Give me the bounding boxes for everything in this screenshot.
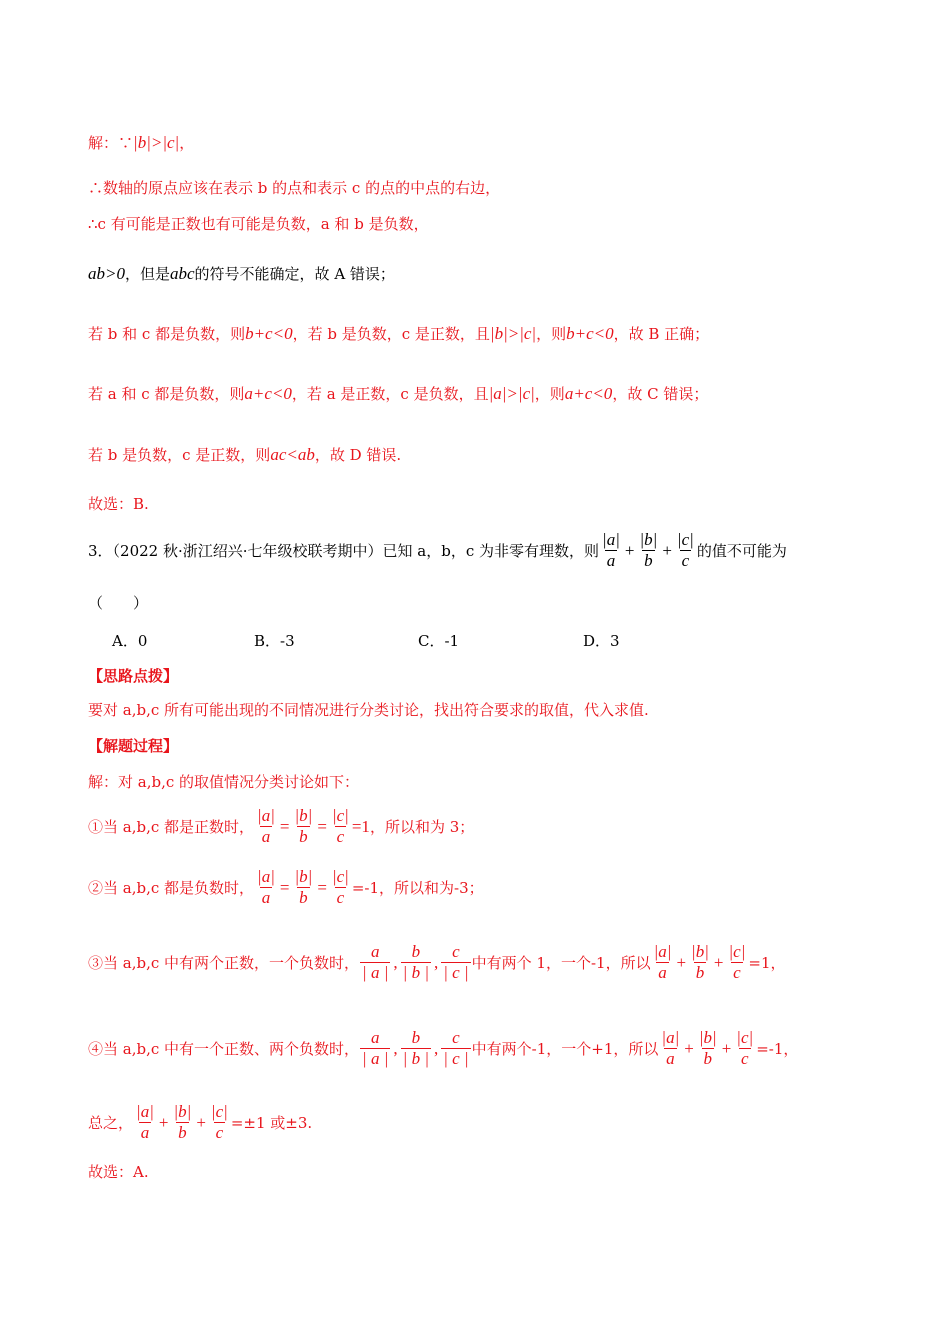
math-expr: ab>0 (88, 264, 125, 283)
denominator: a (261, 888, 271, 907)
text: ∴c 有可能是正数也有可能是负数，a 和 b 是负数， (88, 215, 429, 233)
text: 中有两个 1，一个-1，所以 (471, 953, 651, 972)
math-expr: |a|>|c| (488, 384, 535, 403)
sol1-answer (88, 494, 149, 514)
option-b: B．-3 (254, 632, 295, 650)
text: 的值不可能为 (696, 541, 787, 560)
question3-blank (88, 593, 148, 613)
denominator: a (606, 551, 616, 570)
denominator: c (681, 551, 690, 570)
text: 【思路点拨】 (88, 667, 179, 685)
denominator: b (299, 827, 308, 846)
fraction (209, 1102, 230, 1143)
denominator: | c | (443, 963, 469, 982)
option-d: D．3 (583, 632, 620, 650)
denominator: c (336, 888, 345, 907)
math-expr: a+c<0 (244, 384, 292, 403)
text: 【解题过程】 (88, 737, 179, 755)
sol1-line-1 (88, 133, 194, 153)
plus-sign: + (662, 540, 672, 560)
denominator: | b | (402, 1049, 429, 1068)
denominator: b (695, 963, 705, 982)
fraction (360, 942, 390, 983)
equals-sign: = (279, 816, 290, 836)
fraction (659, 1028, 681, 1069)
denominator: a (261, 827, 271, 846)
denominator: b (299, 888, 308, 907)
denominator: c (740, 1049, 749, 1068)
value: =1 (351, 816, 370, 836)
numerator: |c| (331, 867, 349, 886)
value: =-1 (351, 878, 380, 897)
numerator: |b| (173, 1102, 192, 1121)
numerator: b (411, 1028, 421, 1047)
text: ，但是 (124, 265, 170, 283)
plus-sign: + (676, 952, 687, 972)
fraction (441, 942, 470, 983)
denominator: | c | (443, 1049, 469, 1068)
option-a: A．0 (112, 632, 148, 650)
fraction (292, 867, 314, 908)
text: 故选：B. (88, 495, 149, 513)
fraction (134, 1102, 156, 1143)
comma: , (393, 1038, 398, 1058)
text: 若 b 是负数，c 是正数，则 (88, 446, 271, 464)
numerator: |a| (602, 530, 620, 549)
numerator: a (370, 1028, 380, 1047)
comma: , (393, 952, 398, 972)
denominator: c (336, 827, 345, 846)
numerator: c (452, 1028, 460, 1047)
text: ①当 a,b,c 都是正数时， (88, 817, 255, 836)
fraction (401, 942, 431, 983)
numerator: c (452, 942, 460, 961)
text: 中有两个-1，一个+1，所以 (471, 1039, 659, 1058)
equals-sign: = (279, 877, 290, 897)
sol1-line-7 (88, 445, 401, 465)
hint-text (88, 700, 649, 720)
math-expr: |b|>|c| (489, 324, 537, 343)
fraction (401, 1028, 431, 1069)
sol1-line-4 (88, 264, 395, 284)
case-2 (88, 867, 484, 908)
text: ④当 a,b,c 中有一个正数、两个负数时， (88, 1039, 360, 1058)
fraction (330, 806, 351, 847)
process-title (88, 736, 178, 756)
denominator: a (658, 963, 667, 982)
text: ，故 D 错误. (314, 446, 402, 464)
fraction (255, 867, 277, 908)
plus-sign: + (713, 952, 724, 972)
text: 总之， (88, 1113, 134, 1132)
math-expr: a+c<0 (564, 384, 613, 403)
text: ，所以和为 3； (369, 817, 475, 836)
plus-sign: + (684, 1038, 694, 1058)
text: ，若 a 是正数，c 是负数，且 (291, 385, 489, 403)
comma: , (434, 1038, 439, 1058)
fraction (255, 806, 277, 847)
final-answer (88, 1162, 149, 1182)
fraction (734, 1028, 755, 1069)
case-1 (88, 806, 474, 847)
hint-title (88, 666, 178, 686)
option-c: C．-1 (418, 632, 460, 650)
numerator: |a| (661, 1028, 680, 1047)
fraction (689, 942, 711, 983)
math-expr: abc (170, 264, 195, 283)
text: ，故 C 错误； (612, 385, 709, 403)
text: ②当 a,b,c 都是负数时， (88, 878, 255, 897)
case-3 (88, 942, 786, 983)
text: ， (179, 134, 195, 152)
summary (88, 1102, 312, 1143)
text: 解：对 a,b,c 的取值情况分类讨论如下： (88, 773, 360, 791)
fraction (292, 806, 314, 847)
fraction-abs-a-over-a (600, 530, 622, 571)
denominator: b (703, 1049, 713, 1068)
text: ，则 (536, 325, 567, 343)
process-intro (88, 772, 359, 792)
denominator: | a | (362, 963, 389, 982)
numerator: |a| (257, 867, 275, 886)
text: ，若 b 是负数，c 是正数，且 (292, 325, 490, 343)
case-4 (88, 1028, 798, 1069)
denominator: b (178, 1123, 187, 1142)
plus-sign: + (624, 540, 635, 560)
denominator: a (140, 1123, 150, 1142)
value: =1， (748, 953, 786, 972)
numerator: |c| (210, 1102, 228, 1121)
math-expr: |b|>|c| (133, 133, 180, 152)
math-expr: ac<ab (270, 445, 315, 464)
text: 3．（2022 秋·浙江绍兴·七年级校联考期中）已知 a，b，c 为非零有理数，则 (88, 541, 600, 560)
text: 若 b 和 c 都是负数，则 (88, 325, 246, 343)
text: ，所以和为-3； (379, 878, 484, 897)
comma: , (434, 952, 439, 972)
numerator: |a| (653, 942, 672, 961)
numerator: |c| (728, 942, 746, 961)
value: =-1， (756, 1039, 799, 1058)
question3-stem (88, 530, 787, 571)
fraction (441, 1028, 470, 1069)
text: 若 a 和 c 都是负数，则 (88, 385, 245, 403)
denominator: | a | (362, 1049, 389, 1068)
sol1-line-6 (88, 384, 708, 404)
sol1-line-3 (88, 214, 429, 234)
denominator: c (733, 963, 741, 982)
numerator: a (370, 942, 380, 961)
numerator: |c| (736, 1028, 754, 1047)
sol1-line-5 (88, 324, 709, 344)
text: 故选：A. (88, 1163, 149, 1181)
fraction-abs-b-over-b (637, 530, 659, 571)
numerator: |b| (698, 1028, 717, 1047)
numerator: |b| (294, 806, 313, 825)
equals-sign: = (317, 877, 327, 897)
plus-sign: + (158, 1112, 169, 1132)
numerator: |b| (639, 530, 658, 549)
denominator: a (666, 1049, 675, 1068)
fraction (360, 1028, 390, 1069)
text: 要对 a,b,c 所有可能出现的不同情况进行分类讨论，找出符合要求的取值，代入求值. (88, 701, 649, 719)
numerator: |c| (331, 806, 349, 825)
equals-sign: = (317, 816, 327, 836)
numerator: |b| (691, 942, 709, 961)
fraction (330, 867, 351, 908)
plus-sign: + (196, 1112, 206, 1132)
numerator: |a| (136, 1102, 154, 1121)
plus-sign: + (721, 1038, 732, 1058)
numerator: |b| (294, 867, 313, 886)
denominator: b (644, 551, 653, 570)
fraction-abs-c-over-c (675, 530, 696, 571)
denominator: c (215, 1123, 224, 1142)
text: ，则 (534, 385, 565, 403)
text: ∴数轴的原点应该在表示 b 的点和表示 c 的点的中点的右边， (88, 179, 501, 197)
numerator: |c| (676, 530, 694, 549)
fraction (171, 1102, 193, 1143)
text: ③当 a,b,c 中有两个正数，一个负数时， (88, 953, 360, 972)
math-expr: b+c<0 (566, 324, 614, 343)
fraction (652, 942, 674, 983)
fraction (727, 942, 748, 983)
text: （ ） (88, 594, 149, 612)
numerator: b (411, 942, 421, 961)
numerator: |a| (257, 806, 275, 825)
text: 的符号不能确定，故 A 错误； (194, 265, 395, 283)
value: =±1 或±3. (230, 1113, 313, 1132)
denominator: | b | (402, 963, 429, 982)
text: ，故 B 正确； (613, 325, 710, 343)
text: 解：∵ (88, 134, 134, 152)
sol1-line-2 (88, 178, 500, 198)
fraction (697, 1028, 719, 1069)
math-expr: b+c<0 (245, 324, 293, 343)
